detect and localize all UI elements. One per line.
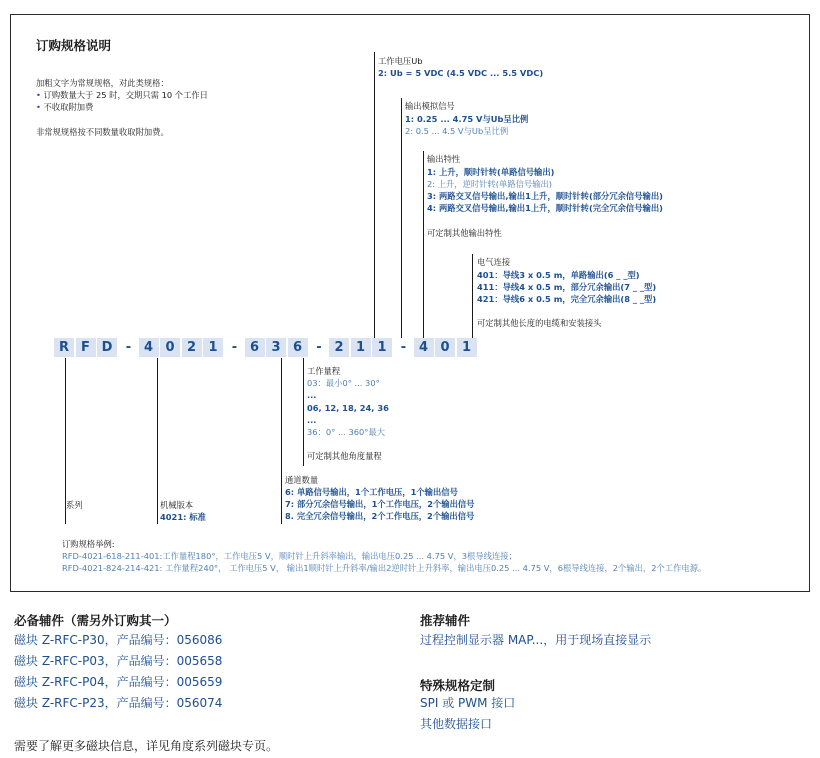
channels-option: 6: 单路信号输出，1个工作电压，1个输出信号 <box>285 487 458 497</box>
code-char: 0 <box>160 338 180 357</box>
range-ellipsis: ... <box>307 415 317 425</box>
accessories-heading: 必备辅件（需另外订购其一） <box>14 613 177 628</box>
code-char: 3 <box>266 338 286 357</box>
output-option: 4: 两路交叉信号输出,输出1上升，顺时针转(完全冗余信号输出) <box>427 203 663 213</box>
code-char: 6 <box>288 338 308 357</box>
intro-note: 非常规规格按不同数量收取附加费。 <box>36 127 169 137</box>
connector-electrical <box>472 254 473 338</box>
code-char: 6 <box>245 338 265 357</box>
page-title: 订购规格说明 <box>36 38 112 53</box>
code-char: F <box>76 338 96 357</box>
connector-channels <box>281 358 282 524</box>
output-option: 2: 上升，逆时针转(单路信号输出) <box>427 179 553 189</box>
range-option: 36：0° ... 360°最大 <box>307 427 386 437</box>
connector-output <box>423 151 424 338</box>
electrical-option: 421：导线6 x 0.5 m，完全冗余输出(8 _ _型) <box>477 294 657 304</box>
code-char: 1 <box>203 338 223 357</box>
code-char: 1 <box>351 338 371 357</box>
electrical-option: 401：导线3 x 0.5 m，单路输出(6 _ _型) <box>477 270 640 280</box>
recommended-item: 过程控制显示器 MAP...，用于现场直接显示 <box>420 633 652 647</box>
mech-label: 机械版本 <box>160 500 194 510</box>
special-item: SPI 或 PWM 接口 <box>420 696 516 710</box>
range-ellipsis: ... <box>307 390 317 400</box>
channels-option: 7: 部分冗余信号输出，1个工作电压，2个输出信号 <box>285 499 475 509</box>
analog-option: 2: 0.5 ... 4.5 V与Ub呈比例 <box>405 126 509 136</box>
example-line: RFD-4021-824-214-421: 工作量程240°， 工作电压5 V， 输出1顺时针上升斜率/输出2逆时针上升斜率，输出电压0.25 ... 4.75 V，6根导线连接，2个输出，2个工作电源。 <box>62 563 707 573</box>
range-option: 06, 12, 18, 24, 36 <box>307 403 389 413</box>
code-char: 1 <box>457 338 477 357</box>
output-option: 3: 两路交叉信号输出,输出1上升，顺时针转(部分冗余信号输出) <box>427 191 663 201</box>
range-label: 工作量程 <box>307 366 341 376</box>
analog-option: 1: 0.25 ... 4.75 V与Ub呈比例 <box>405 114 529 124</box>
electrical-label: 电气连接 <box>477 257 511 267</box>
example-line: RFD-4021-618-211-401:工作量程180°，工作电压5 V，顺时针上升斜率输出，输出电压0.25 ... 4.75 V，3根导线连接； <box>62 551 517 561</box>
code-char: D <box>97 338 117 357</box>
intro-bullet-text: 不收取附加费 <box>43 102 94 112</box>
code-separator: - <box>125 340 132 355</box>
channels-option: 8. 完全冗余信号输出，2个工作电压，2个输出信号 <box>285 511 475 521</box>
accessories-footer: 需要了解更多磁块信息，详见角度系列磁块专页。 <box>14 739 279 753</box>
series-label: 系列 <box>66 500 83 510</box>
connector-mech <box>157 358 158 524</box>
intro-bullet: • 不收取附加费 <box>36 102 94 112</box>
range-note: 可定制其他角度量程 <box>307 451 382 461</box>
intro-bullet-text: 订购数量大于 25 时，交期只需 10 个工作日 <box>43 90 208 100</box>
code-char: R <box>54 338 74 357</box>
special-item: 其他数据接口 <box>420 717 493 731</box>
output-label: 输出特性 <box>427 154 461 164</box>
accessory-item: 磁块 Z-RFC-P03，产品编号：005658 <box>14 654 223 668</box>
output-option: 1: 上升，顺时针转(单路信号输出) <box>427 167 555 177</box>
accessory-item: 磁块 Z-RFC-P23，产品编号：056074 <box>14 696 223 710</box>
code-char: 4 <box>139 338 159 357</box>
examples-label: 订购规格举例: <box>62 539 115 549</box>
code-char: 2 <box>182 338 202 357</box>
electrical-option: 411：导线4 x 0.5 m，部分冗余输出(7 _ _型) <box>477 282 657 292</box>
intro-line: 加粗文字为常规规格，对此类规格： <box>36 78 169 88</box>
connector-supply <box>374 52 375 338</box>
code-char: 1 <box>372 338 392 357</box>
code-separator: - <box>316 340 322 355</box>
connector-analog <box>401 98 402 338</box>
supply-option: 2: Ub = 5 VDC (4.5 VDC ... 5.5 VDC) <box>378 68 544 78</box>
accessory-item: 磁块 Z-RFC-P04，产品编号：005659 <box>14 675 223 689</box>
mech-option: 4021: 标准 <box>160 512 206 522</box>
supply-label: 工作电压Ub <box>378 56 423 66</box>
channels-label: 通道数量 <box>285 475 319 485</box>
special-heading: 特殊规格定制 <box>420 678 496 693</box>
recommended-heading: 推荐辅件 <box>420 613 471 628</box>
intro-bullet: • 订购数量大于 25 时，交期只需 10 个工作日 <box>36 90 208 100</box>
connector-range <box>303 358 304 466</box>
output-note: 可定制其他输出特性 <box>427 228 502 238</box>
order-code <box>54 338 478 357</box>
code-char: 2 <box>329 338 349 357</box>
accessory-item: 磁块 Z-RFC-P30，产品编号：056086 <box>14 633 223 647</box>
range-option: 03：最小0° ... 30° <box>307 378 380 388</box>
code-separator: - <box>231 340 238 355</box>
analog-label: 输出模拟信号 <box>405 101 455 111</box>
code-char: 0 <box>435 338 455 357</box>
electrical-note: 可定制其他长度的电缆和安装接头 <box>477 318 602 328</box>
code-separator: - <box>400 340 407 355</box>
code-char: 4 <box>414 338 434 357</box>
